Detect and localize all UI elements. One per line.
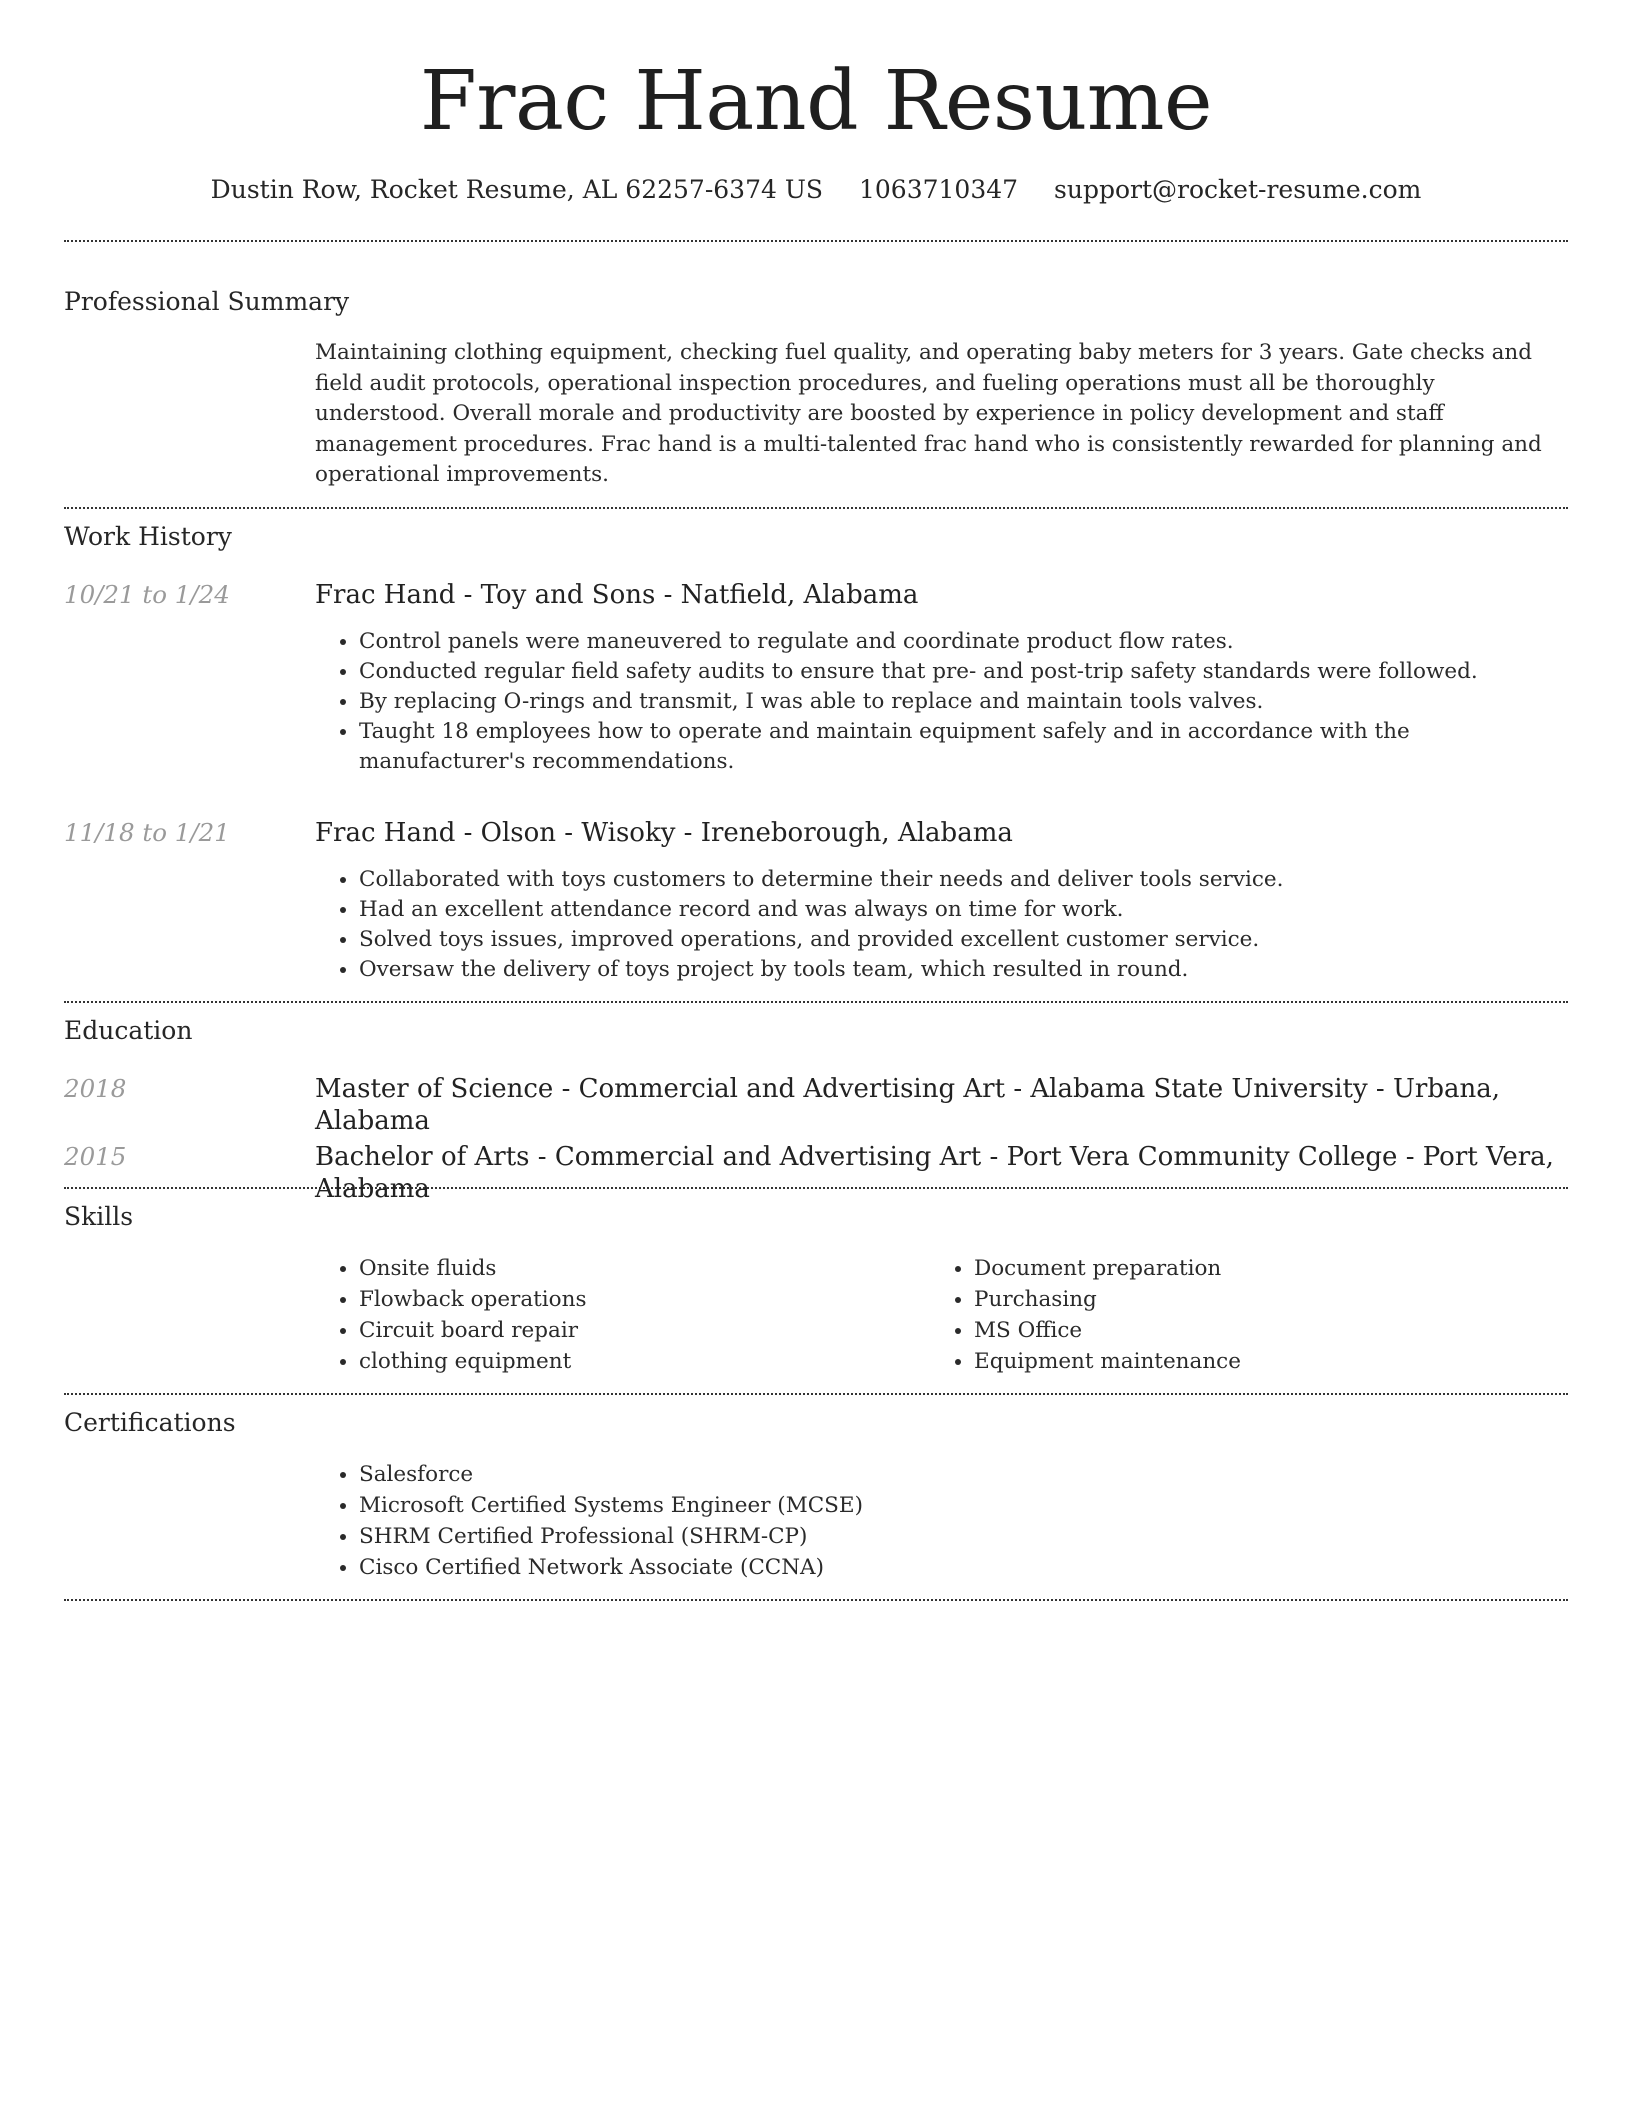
divider <box>64 1599 1568 1601</box>
work-bullet: • Conducted regular field safety audits to ensure that pre- and post-trip safety standards were followed. <box>359 657 1568 687</box>
contact-email: support@rocket-resume.com <box>1054 175 1422 204</box>
work-dates: 10/21 to 1/24 <box>64 579 230 609</box>
work-bullet: • Taught 18 employees how to operate and maintain equipment safely and in accordance with the manufacturer's recommendations. <box>359 717 1568 777</box>
contact-address: Dustin Row, Rocket Resume, AL 62257-6374 US <box>210 175 824 204</box>
skill-item: • MS Office <box>974 1315 1545 1346</box>
section-heading-work-history: Work History <box>64 521 232 551</box>
certification-item: • Cisco Certified Network Associate (CCNA) <box>359 1552 1568 1583</box>
summary-text: Maintaining clothing equipment, checking fuel quality, and operating baby meters for 3 years. Gate checks and field audit protocols, operational inspection procedures, and fueling operations must all be thoroughly understood. Overall morale and productivity are boosted by experience in policy development and staff management procedures. Frac hand is a multi-talented frac hand who is consistently rewarded for planning and operational improvements. <box>315 340 1542 487</box>
contact-line <box>64 174 1568 206</box>
skill-item: • Flowback operations <box>359 1284 930 1315</box>
work-title: Frac Hand - Toy and Sons - Natfield, Alabama <box>315 579 919 610</box>
skills-column-right <box>930 1253 1545 1377</box>
education-entry <box>64 1073 1568 1136</box>
section-heading-skills: Skills <box>64 1201 134 1231</box>
work-bullet: • Solved toys issues, improved operations, and provided excellent customer service. <box>359 925 1568 955</box>
work-bullet: • Had an excellent attendance record and was always on time for work. <box>359 895 1568 925</box>
work-bullets <box>315 627 1568 777</box>
work-dates: 11/18 to 1/21 <box>64 817 230 847</box>
skill-item: • Document preparation <box>974 1253 1545 1284</box>
work-bullet: • Oversaw the delivery of toys project by tools team, which resulted in round. <box>359 955 1568 985</box>
resume-title: Frac Hand Resume <box>419 54 1213 149</box>
education-year: 2018 <box>64 1073 127 1103</box>
work-bullet: • Control panels were maneuvered to regulate and coordinate product flow rates. <box>359 627 1568 657</box>
work-bullet: • By replacing O-rings and transmit, I was able to replace and maintain tools valves. <box>359 687 1568 717</box>
divider <box>64 507 1568 509</box>
section-heading-certifications: Certifications <box>64 1407 236 1437</box>
skill-item: • Purchasing <box>974 1284 1545 1315</box>
work-bullets <box>315 865 1568 985</box>
skills-column-left <box>315 1253 930 1377</box>
contact-phone: 1063710347 <box>859 175 1019 204</box>
work-entry <box>64 579 1568 777</box>
skill-item: • Onsite fluids <box>359 1253 930 1284</box>
skill-item: • Equipment maintenance <box>974 1346 1545 1377</box>
certification-item: • SHRM Certified Professional (SHRM-CP) <box>359 1521 1568 1552</box>
education-entry <box>64 1141 1568 1204</box>
certification-item: • Salesforce <box>359 1459 1568 1490</box>
divider <box>64 240 1568 242</box>
education-degree: Bachelor of Arts - Commercial and Advertising Art - Port Vera Community College - Port Vera, Alabama <box>315 1141 1554 1204</box>
education-year: 2015 <box>64 1141 127 1171</box>
work-title: Frac Hand - Olson - Wisoky - Ireneborough, Alabama <box>315 817 1013 848</box>
certification-item: • Microsoft Certified Systems Engineer (MCSE) <box>359 1490 1568 1521</box>
skill-item: • Circuit board repair <box>359 1315 930 1346</box>
skill-item: • clothing equipment <box>359 1346 930 1377</box>
section-heading-education: Education <box>64 1015 193 1045</box>
certifications-list <box>315 1459 1568 1583</box>
work-entry <box>64 817 1568 985</box>
skills-list <box>315 1253 1568 1377</box>
divider <box>64 1393 1568 1395</box>
work-bullet: • Collaborated with toys customers to determine their needs and deliver tools service. <box>359 865 1568 895</box>
divider <box>64 1001 1568 1003</box>
section-heading-summary: Professional Summary <box>64 287 350 316</box>
education-degree: Master of Science - Commercial and Advertising Art - Alabama State University - Urbana, Alabama <box>315 1073 1500 1136</box>
resume-page <box>64 0 1568 1601</box>
